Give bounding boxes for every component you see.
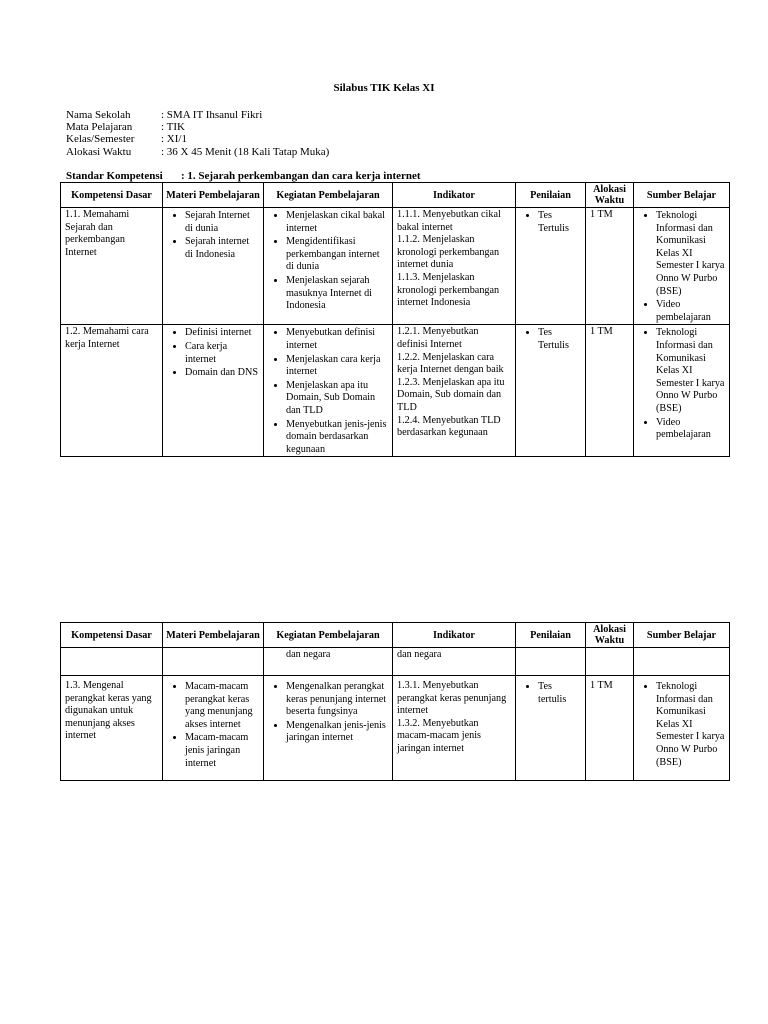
continued-text: dan negara: [286, 649, 331, 660]
header-alokasi: Alokasi Waktu: [586, 183, 634, 208]
header-sumber: Sumber Belajar: [634, 183, 730, 208]
indikator-item: 1.1.1. Menyebutkan cikal bakal internet: [397, 209, 501, 233]
indikator-item: 1.2.2. Menjelaskan cara kerja Internet dengan baik: [397, 351, 504, 376]
penilaian-cell: [516, 676, 586, 781]
list-item: • Menjelaskan cara kerja internet: [286, 353, 388, 379]
syllabus-table-page2: [60, 622, 730, 781]
sumber-cell: [634, 676, 730, 781]
materi-cell: [163, 648, 264, 676]
materi-cell: [163, 676, 264, 781]
materi-cell: [163, 208, 264, 325]
header-kegiatan: Kegiatan Pembelajaran: [264, 183, 393, 208]
info-label: Mata Pelajaran: [66, 121, 133, 134]
table-row: [61, 676, 730, 781]
kegiatan-cell: [264, 325, 393, 457]
indikator-cell: dan negara: [393, 648, 516, 676]
header-sumber: Sumber Belajar: [634, 623, 730, 648]
indikator-item: 1.2.3. Menjelaskan apa itu Domain, Sub domain dan TLD: [397, 376, 505, 413]
indikator-item: 1.2.4. Menyebutkan TLD berdasarkan kegunaan: [397, 414, 501, 439]
list-item: • Mengenalkan perangkat keras penunjang internet beserta fungsinya: [286, 680, 388, 719]
kd-cell: 1.3. Mengenal perangkat keras yang digunakan untuk menunjang akses internet: [61, 676, 163, 781]
sumber-cell: [634, 648, 730, 676]
standar-label: Standar Kompetensi: [66, 170, 163, 182]
kegiatan-cell: [264, 676, 393, 781]
header-alokasi: Alokasi Waktu: [586, 623, 634, 648]
header-indikator: Indikator: [393, 183, 516, 208]
kegiatan-cell: [264, 208, 393, 325]
indikator-item: 1.3.1. Menyebutkan perangkat keras penunjang internet: [397, 680, 507, 717]
info-value: : XI/1: [161, 133, 187, 146]
header-materi: Materi Pembelajaran: [163, 623, 264, 648]
list-item: • Tes Tertulis: [538, 326, 581, 352]
table-header-row: [61, 623, 730, 648]
standar-value: : 1. Sejarah perkembangan dan cara kerja internet: [181, 170, 421, 182]
list-item: • Menjelaskan cikal bakal internet: [286, 209, 388, 235]
info-label: Nama Sekolah: [66, 109, 131, 121]
kegiatan-cell: [264, 648, 393, 676]
list-item: • Tes Tertulis: [538, 209, 581, 235]
list-item: • Video pembelajaran: [656, 298, 725, 324]
alokasi-cell: 1 TM: [586, 208, 634, 325]
alokasi-cell: [586, 648, 634, 676]
list-item: • Teknologi Informasi dan Komunikasi Kelas XI Semester I karya Onno W Purbo (BSE): [656, 680, 725, 769]
list-item: • Mengidentifikasi perkembangan internet di dunia: [286, 235, 388, 274]
table-header-row: [61, 183, 730, 208]
info-value: : SMA IT Ihsanul Fikri: [161, 109, 263, 121]
header-kegiatan: Kegiatan Pembelajaran: [264, 623, 393, 648]
list-item: • Cara kerja internet: [185, 340, 259, 366]
info-label: Alokasi Waktu: [66, 145, 132, 158]
header-penilaian: Penilaian: [516, 623, 586, 648]
info-value: : TIK: [161, 121, 185, 134]
standar-kompetensi: [66, 170, 421, 182]
indikator-item: 1.1.2. Menjelaskan kronologi perkembangan internet dunia: [397, 234, 500, 271]
info-row-school: [66, 109, 329, 121]
penilaian-cell: [516, 325, 586, 457]
list-item: • Video pembelajaran: [656, 416, 725, 442]
list-item: • Mengenalkan jenis-jenis jaringan internet: [286, 719, 388, 745]
header-kompetensi-dasar: Kompetensi Dasar: [61, 623, 163, 648]
list-item: • Menyebutkan definisi internet: [286, 326, 388, 352]
kd-cell: 1.2. Memahami cara kerja Internet: [61, 325, 163, 457]
penilaian-cell: [516, 208, 586, 325]
sumber-cell: [634, 325, 730, 457]
info-row-time: [66, 146, 329, 158]
info-value: : 36 X 45 Menit (18 Kali Tatap Muka): [161, 145, 330, 158]
header-penilaian: Penilaian: [516, 183, 586, 208]
list-item: • Macam-macam jenis jaringan internet: [185, 731, 259, 770]
alokasi-cell: 1 TM: [586, 325, 634, 457]
list-item: • Domain dan DNS: [185, 366, 259, 380]
info-row-subject: [66, 121, 329, 133]
list-item: • Teknologi Informasi dan Komunikasi Kelas XI Semester I karya Onno W Purbo (BSE): [656, 326, 725, 415]
table-row: [61, 325, 730, 457]
list-item: • Macam-macam perangkat keras yang menunjang akses internet: [185, 680, 259, 731]
materi-cell: [163, 325, 264, 457]
kd-cell: [61, 648, 163, 676]
list-item: • Menjelaskan sejarah masuknya Internet di Indonesia: [286, 274, 388, 313]
indikator-item: 1.3.2. Menyebutkan macam-macam jenis jaringan internet: [397, 717, 482, 754]
table-row-continuation: [61, 648, 730, 676]
header-kompetensi-dasar: Kompetensi Dasar: [61, 183, 163, 208]
alokasi-cell: 1 TM: [586, 676, 634, 781]
header-indikator: Indikator: [393, 623, 516, 648]
kd-cell: 1.1. Memahami Sejarah dan perkembangan Internet: [61, 208, 163, 325]
sumber-cell: [634, 208, 730, 325]
penilaian-cell: [516, 648, 586, 676]
list-item: • Menyebutkan jenis-jenis domain berdasarkan kegunaan: [286, 418, 388, 457]
list-item: • Teknologi Informasi dan Komunikasi Kelas XI Semester I karya Onno W Purbo (BSE): [656, 209, 725, 298]
indikator-item: 1.2.1. Menyebutkan definisi Internet: [397, 326, 479, 350]
list-item: • Tes tertulis: [538, 680, 581, 706]
indikator-cell: [393, 676, 516, 781]
list-item: • Menjelaskan apa itu Domain, Sub Domain dan TLD: [286, 379, 388, 418]
document-title: Silabus TIK Kelas XI: [333, 82, 435, 94]
indikator-cell: [393, 208, 516, 325]
list-item: • Sejarah internet di Indonesia: [185, 235, 259, 261]
header-materi: Materi Pembelajaran: [163, 183, 264, 208]
table-row: [61, 208, 730, 325]
syllabus-table-page1: [60, 182, 730, 457]
list-item: • Definisi internet: [185, 326, 259, 340]
school-info: [66, 109, 329, 158]
info-label: Kelas/Semester: [66, 133, 135, 146]
list-item: • Sejarah Internet di dunia: [185, 209, 259, 235]
info-row-class: [66, 133, 329, 145]
indikator-cell: [393, 325, 516, 457]
indikator-item: 1.1.3. Menjelaskan kronologi perkembangan internet Indonesia: [397, 271, 500, 309]
